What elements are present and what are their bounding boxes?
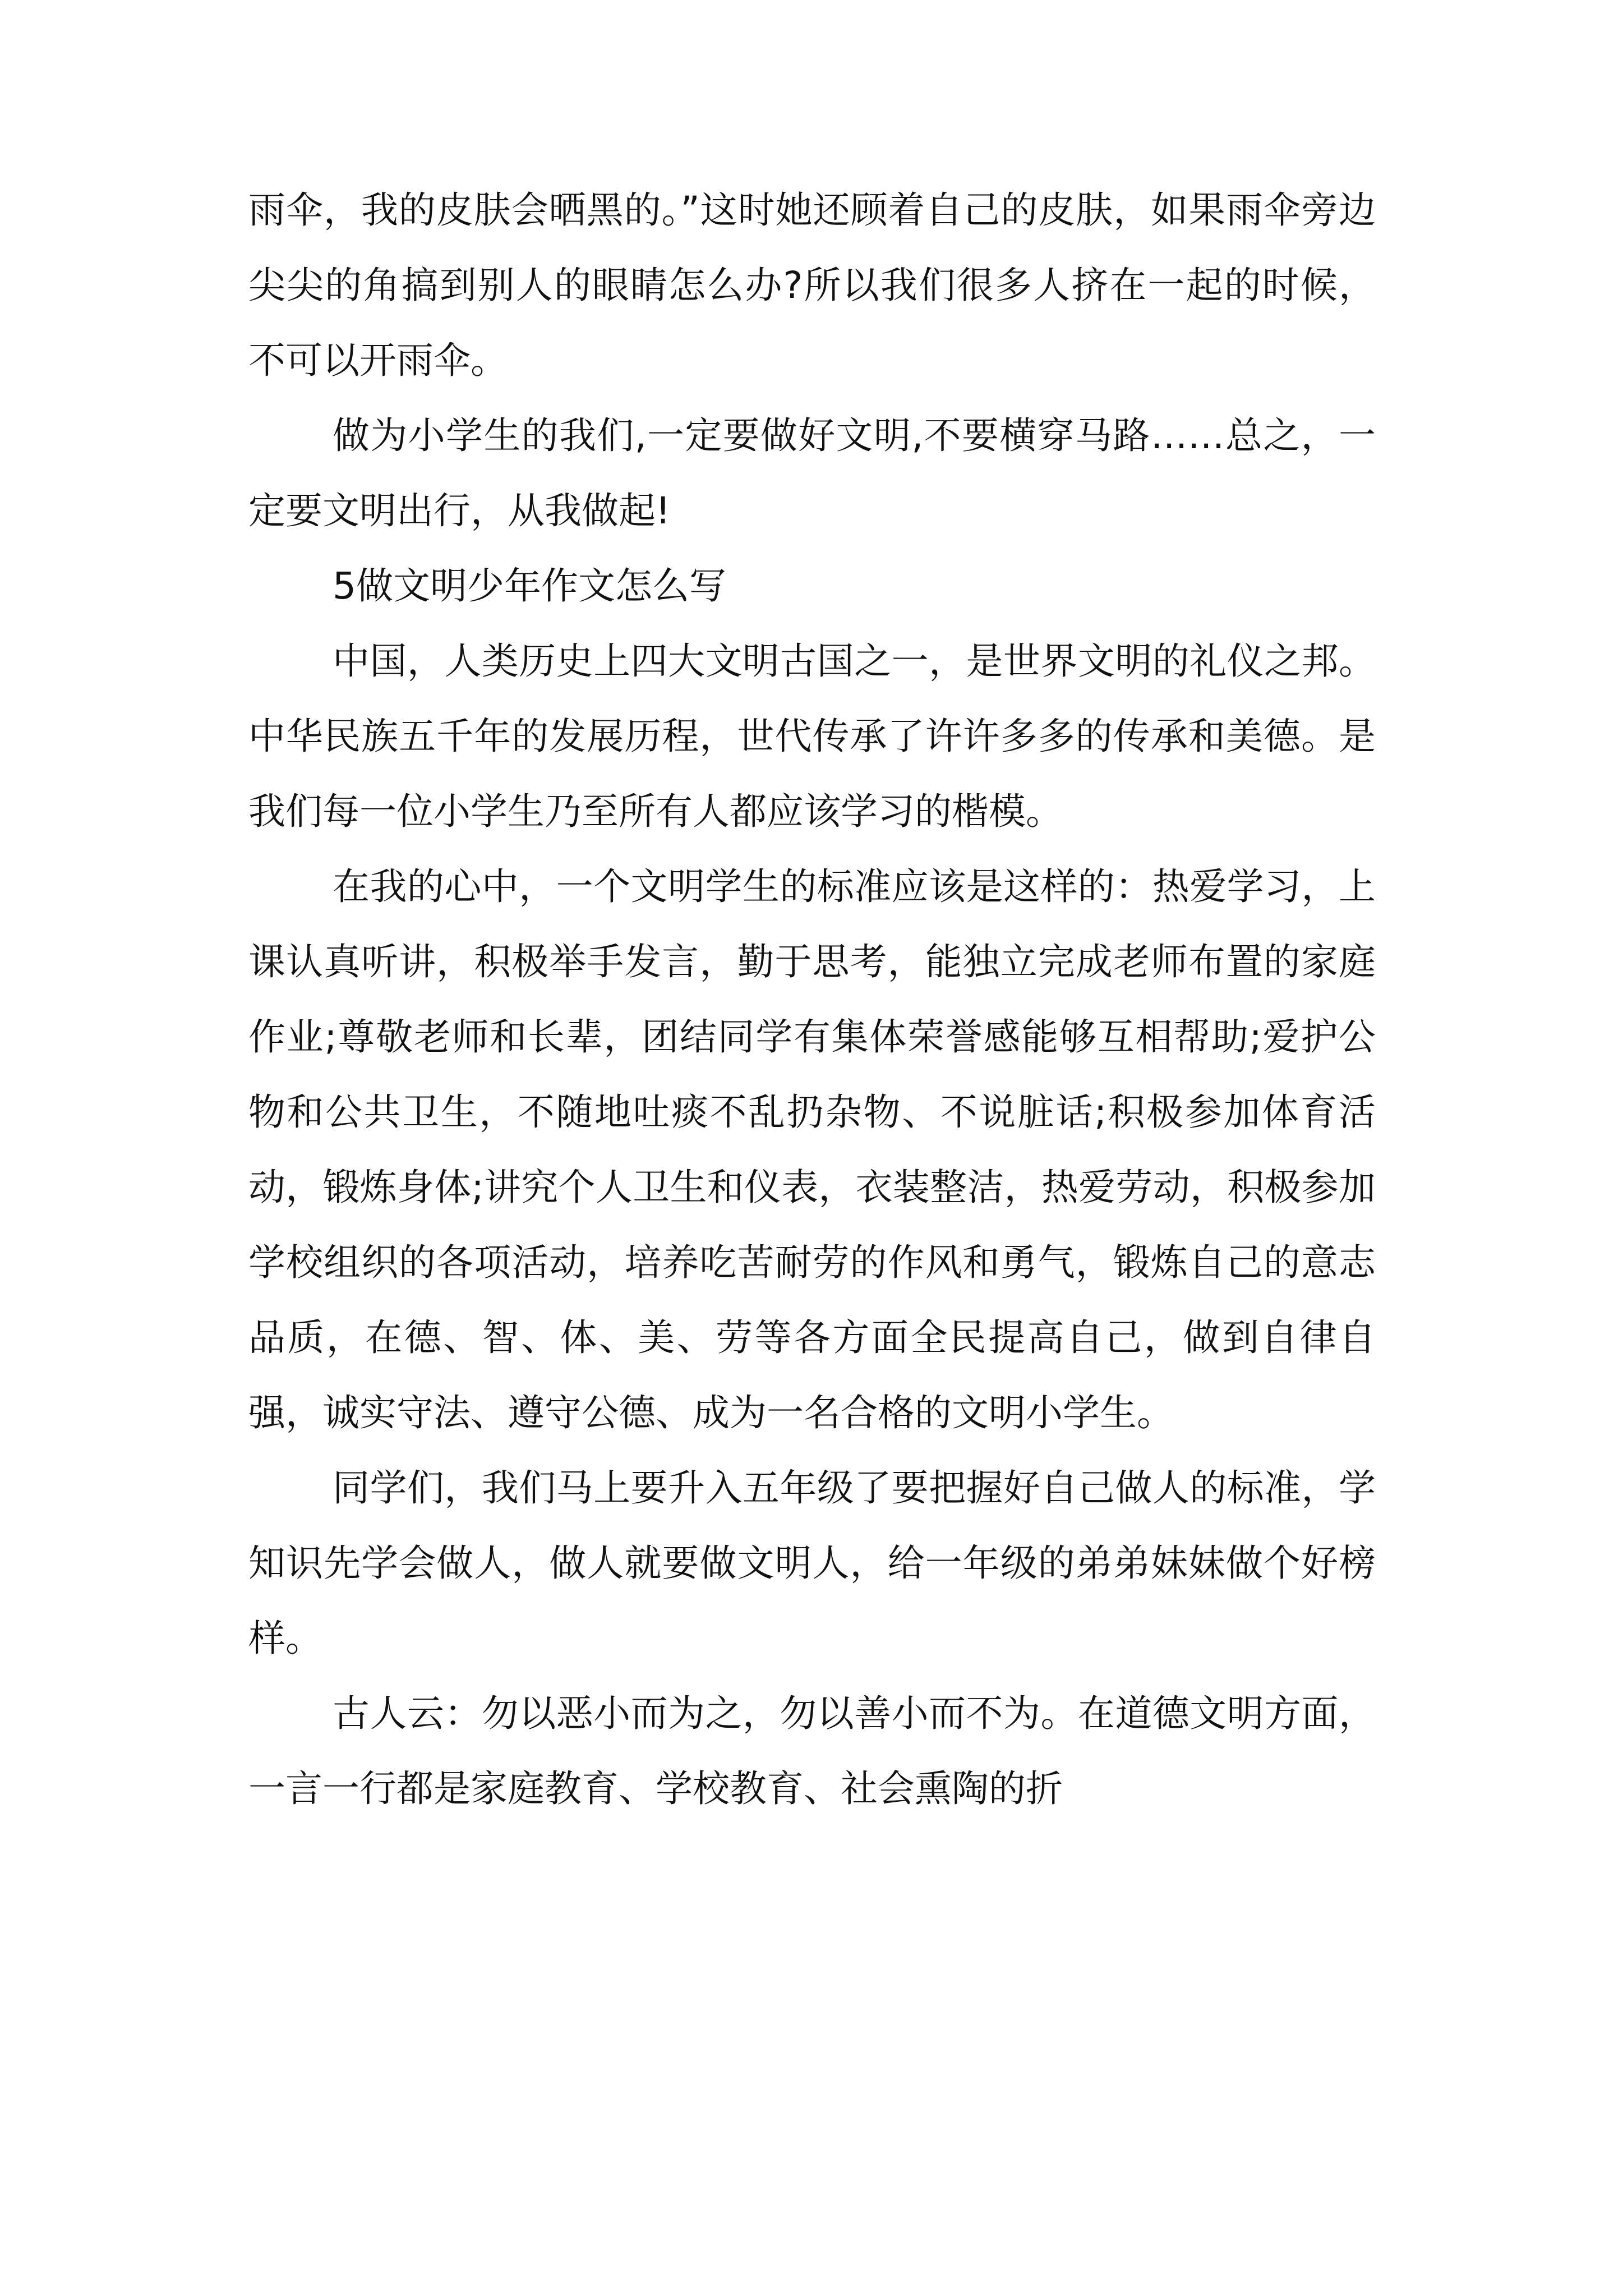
paragraph-ancient-saying: 古人云：勿以恶小而为之，勿以善小而不为。在道德文明方面，一言一行都是家庭教育、学校教育、社会熏陶的折 (248, 1692, 1376, 1810)
essay-heading: 5做文明少年作文怎么写 (333, 564, 726, 608)
paragraph-china-etiquette: 中国，人类历史上四大文明古国之一，是世界文明的礼仪之邦。中华民族五千年的发展历程，世代传承了许许多多的传承和美德。是我们每一位小学生乃至所有人都应该学习的楷模。 (248, 639, 1376, 833)
paragraph-continuation: 雨伞，我的皮肤会晒黑的。”这时她还顾着自己的皮肤，如果雨伞旁边尖尖的角搞到别人的眼睛怎么办?所以我们很多人挤在一起的时候，不可以开雨伞。 (248, 188, 1376, 382)
document-body (248, 173, 1376, 1826)
paragraph-classmates: 同学们，我们马上要升入五年级了要把握好自己做人的标准，学知识先学会做人，做人就要做文明人，给一年级的弟弟妹妹做个好榜样。 (248, 1466, 1376, 1660)
paragraph-civility-travel: 做为小学生的我们,一定要做好文明,不要横穿马路……总之，一定要文明出行，从我做起! (248, 414, 1376, 532)
paragraph-civil-student-standard: 在我的心中，一个文明学生的标准应该是这样的：热爱学习，上课认真听讲，积极举手发言，勤于思考，能独立完成老师布置的家庭作业;尊敬老师和长辈，团结同学有集体荣誉感能够互相帮助;爱护公物和公共卫生，不随地吐痰不乱扔杂物、不说脏话;积极参加体育活动，锻炼身体;讲究个人卫生和仪表，衣装整洁，热爱劳动，积极参加学校组织的各项活动，培养吃苦耐劳的作风和勇气，锻炼自己的意志品质，在德、智、体、美、劳等各方面全民提高自己，做到自律自强，诚实守法、遵守公德、成为一名合格的文明小学生。 (248, 865, 1376, 1434)
